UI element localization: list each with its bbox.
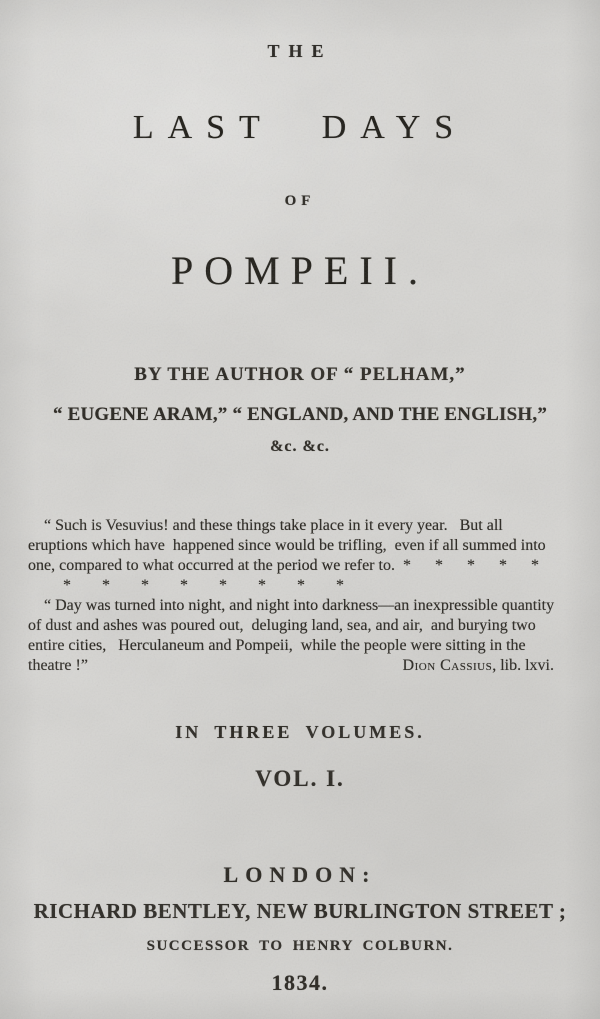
attribution-author: Dion Cassius [402,657,493,674]
byline-line1: BY THE AUTHOR OF “ PELHAM,” [134,364,466,385]
epigraph-block [28,516,584,676]
epigraph2-line1: “ Day was turned into night, and night into darkness—an inexpressible quantity [44,597,555,614]
epigraph1-asterisk-row: * * * * * * * * [63,577,345,594]
epigraph2-line2: of dust and ashes was poured out, deluging land, sea, and air, and burying two [28,617,536,634]
epigraph1-line2: eruptions which have happened since would be trifling, even if all summed into [28,537,546,554]
edition-volume-number: VOL. I. [255,766,345,791]
epigraph1-line1: “ Such is Vesuvius! and these things take place in it every year. But all [44,517,503,534]
imprint-successor: SUCCESSOR TO HENRY COLBURN. [146,938,454,954]
title-last-days: LAST DAYS [132,109,468,146]
imprint-publisher: RICHARD BENTLEY, NEW BURLINGTON STREET ; [33,899,567,923]
epigraph2-line4: theatre !” [28,657,88,674]
imprint-year: 1834. [271,970,329,995]
epigraph1-line3: one, compared to what occurred at the period we refer to. * * * * * [28,557,539,574]
epigraph2-last-line [28,656,584,676]
epigraph-attribution [403,656,554,676]
attribution-citation: , lib. lxvi. [492,657,554,674]
title-the: THE [267,41,333,61]
imprint-city: LONDON: [223,862,377,887]
byline-line2: “ EUGENE ARAM,” “ ENGLAND, AND THE ENGLISH,” [52,404,548,425]
byline-etc: &c. &c. [270,438,330,455]
epigraph2-line3: entire cities, Herculaneum and Pompeii, while the people were sitting in the [28,637,526,654]
title-of: OF [284,193,316,209]
title-pompeii: POMPEII. [170,248,430,293]
edition-volumes: IN THREE VOLUMES. [175,722,425,742]
